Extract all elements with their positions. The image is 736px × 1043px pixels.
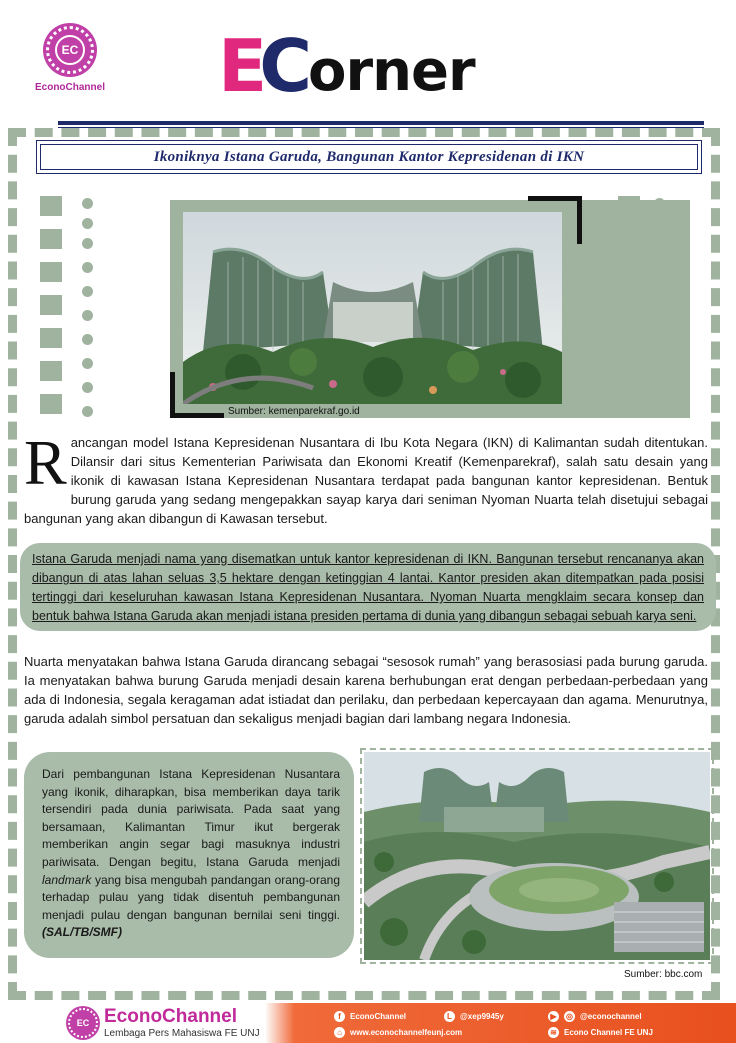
footer-youtube-instagram[interactable] xyxy=(548,1011,642,1022)
deco-square xyxy=(40,394,62,414)
footer-facebook[interactable] xyxy=(334,1011,406,1022)
deco-dot xyxy=(82,262,93,273)
drop-cap: R xyxy=(24,427,67,498)
deco-square xyxy=(40,295,62,315)
intro-paragraph xyxy=(24,427,708,528)
intro-text: ancangan model Istana Kepresidenan Nusantara di Ibu Kota Negara (IKN) di Kalimantan sudah ditentukan. Dilansir dari situs Kementerian Pariwisata dan Ekonomi Kreatif (Kemenparekraf), salah satu desain yang ikonik di kawasan Istana Kepresidenan Nusantara terdapat pada bangunan kantor kepresidenan. Bentuk burung garuda yang sedang mengepakkan sayap karya dari seniman Nyoman Nuarta telah disetujui sebagai bangunan yang akan dibangun di Kawasan tersebut. xyxy=(24,435,708,526)
deco-dot xyxy=(82,238,93,249)
deco-dot xyxy=(82,218,93,229)
deco-dot xyxy=(82,358,93,369)
facebook-icon: f xyxy=(334,1011,345,1022)
photo-credit: Sumber: kemenparekraf.go.id xyxy=(228,406,360,417)
masthead-rest: orner xyxy=(308,39,475,104)
footer-seal-icon: EC xyxy=(68,1008,98,1038)
deco-square xyxy=(40,361,62,381)
aerial-render-photo xyxy=(364,752,710,960)
logo-text: EconoChannel xyxy=(34,82,105,93)
deco-dot xyxy=(82,382,93,393)
seal-initials: EC xyxy=(55,35,85,65)
footer-website[interactable] xyxy=(334,1027,462,1038)
closing-text-part: yang bisa mengubah pandangan orang-orang terhadap pulau yang tidak disentuh pembangunan menjadi pulau dengan bangunan bernilai seni tinggi. xyxy=(42,872,340,922)
spotify-icon: ≋ xyxy=(548,1027,559,1038)
callout-text: Istana Garuda menjadi nama yang disematkan untuk kantor kepresidenan di IKN. Bangunan tersebut rencananya akan dibangun di atas lahan seluas 3,5 hektare dengan ketinggian 4 lantai. Kantor presiden akan ditempatkan pada posisi tertinggi dari keseluruhan kawasan Istana Kepresidenan Nusantara. Nyoman Nuarta mengklaim secara konsep dan bentuk bahwa Istana Garuda akan menjadi istana presiden pertama di dunia yang dibangun sebagai sebuah karya seni. xyxy=(32,552,704,623)
spotify-handle: Econo Channel FE UNJ xyxy=(564,1028,653,1037)
footer-line[interactable] xyxy=(444,1011,504,1022)
social-handle: @econochannel xyxy=(580,1012,642,1021)
masthead-e: E xyxy=(218,24,266,108)
line-icon: L xyxy=(444,1011,455,1022)
youtube-icon: ▶ xyxy=(548,1011,559,1022)
deco-dot xyxy=(82,334,93,345)
masthead xyxy=(218,24,475,108)
article-title-box xyxy=(36,140,702,174)
masthead-c: C xyxy=(259,24,313,108)
deco-square xyxy=(40,229,62,249)
deco-square xyxy=(40,262,62,282)
instagram-icon: ◎ xyxy=(564,1011,575,1022)
highlight-callout xyxy=(20,543,716,631)
footer-brand: EconoChannel xyxy=(104,1006,238,1027)
footer-spotify[interactable] xyxy=(548,1027,653,1038)
corner-bracket xyxy=(528,196,582,244)
closing-text-part: Dari pembangunan Istana Kepresidenan Nusantara yang ikonik, diharapkan, bisa memberikan daya tarik tersendiri pada dunia pariwisata. Pada saat yang bersamaan, Kalimantan Timur ikut bergerak memberikan angin segar bagi masuknya industri pariwisata. Dengan begitu, Istana Garuda menjadi xyxy=(42,767,340,869)
corner-bracket xyxy=(170,372,224,418)
deco-dot xyxy=(82,310,93,321)
deco-dot xyxy=(82,198,93,209)
line-handle: @xep9945y xyxy=(460,1012,504,1021)
author-signature: (SAL/TB/SMF) xyxy=(42,925,122,940)
aerial-photo-frame xyxy=(360,748,714,964)
ec-seal-icon xyxy=(46,26,94,74)
photo-credit: Sumber: bbc.com xyxy=(624,969,703,980)
footer-subtitle: Lembaga Pers Mahasiswa FE UNJ xyxy=(104,1028,260,1039)
left-decoration xyxy=(40,196,110,422)
econochannel-logo xyxy=(30,26,110,93)
body-paragraph: Nuarta menyatakan bahwa Istana Garuda dirancang sebagai “sesosok rumah” yang berasosiasi pada burung garuda. Ia menyatakan bahwa burung Garuda menjadi desain karena berhubungan erat dengan perbedaan-perbedaan yang ada di Indonesia, segala keragaman adat istiadat dan perilaku, dan perbedaan kepercayaan dan agama. Menurutnya, garuda adalah simbol persatuan dan sekaligus menjadi bagian dari lambang negara Indonesia. xyxy=(24,654,708,726)
deco-dot xyxy=(82,406,93,417)
deco-square xyxy=(40,196,62,216)
article-title: Ikoniknya Istana Garuda, Bangunan Kantor Kepresidenan di IKN xyxy=(153,148,585,165)
website-url: www.econochannelfeunj.com xyxy=(350,1028,463,1037)
header-rule xyxy=(58,121,704,125)
closing-text xyxy=(42,766,340,942)
web-icon: ⌂ xyxy=(334,1027,345,1038)
istana-garuda-photo xyxy=(183,212,562,404)
closing-callout xyxy=(24,752,354,958)
deco-dot xyxy=(82,286,93,297)
deco-square xyxy=(40,328,62,348)
closing-emphasis: landmark xyxy=(42,872,92,887)
facebook-handle: EconoChannel xyxy=(350,1012,407,1021)
